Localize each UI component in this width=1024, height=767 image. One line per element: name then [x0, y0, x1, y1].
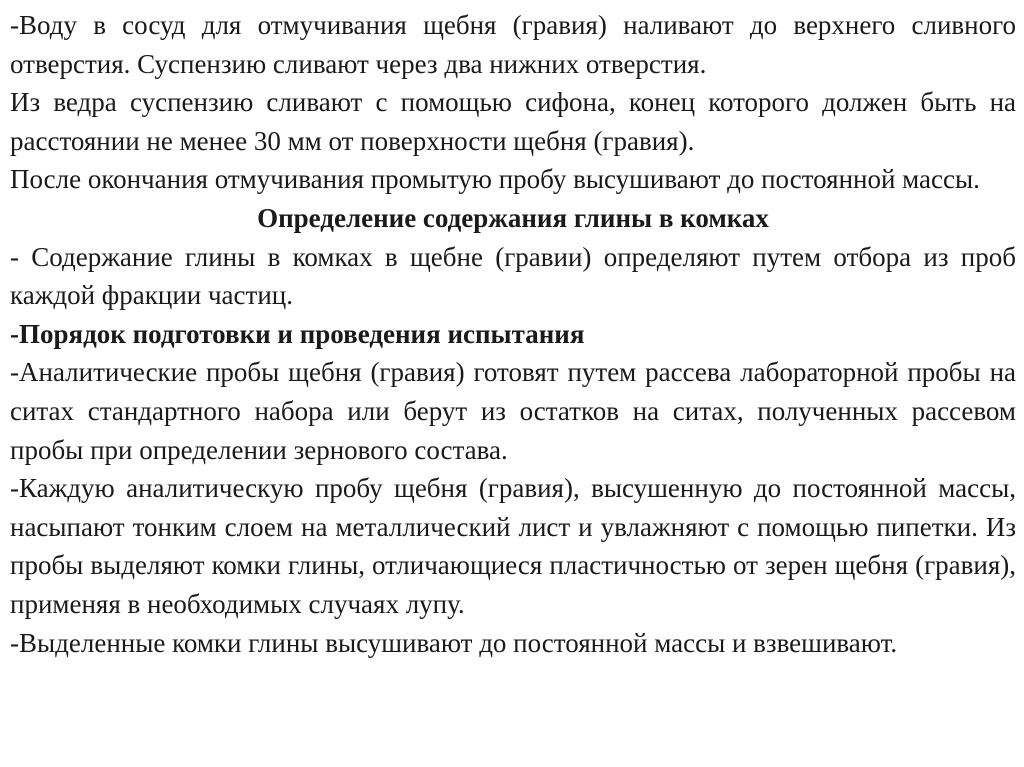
paragraph-drying: После окончания отмучивания промытую пробу высушивают до постоянной массы.: [10, 164, 980, 195]
section-heading: Определение содержания глины в комках: [257, 202, 769, 233]
paragraph-clay-separation: -Каждую аналитическую пробу щебня (гравия), высушенную до постоянной массы, насыпают тонким слоем на металлический лист и увлажняют с помощью пипетки. Из пробы выделяют комки глины, отличающиеся пластичностью от зерен щебня (гравия), применяя в необходимых случаях лупу.: [10, 473, 1016, 619]
paragraph-siphon: Из ведра суспензию сливают с помощью сифона, конец которого должен быть на расстоянии не менее 30 мм от поверхности щебня (гравия).: [10, 87, 1016, 156]
paragraph-weighing: -Выделенные комки глины высушивают до постоянной массы и взвешивают.: [10, 627, 898, 658]
paragraph-water-filling: -Воду в сосуд для отмучивания щебня (гравия) наливают до верхнего сливного отверстия. Суспензию сливают через два нижних отверстия.: [10, 10, 1016, 79]
paragraph-clay-content: - Содержание глины в комках в щебне (гравии) определяют путем отбора из проб каждой фракции частиц.: [10, 241, 1016, 311]
paragraph-sample-preparation: -Аналитические пробы щебня (гравия) готовят путем рассева лабораторной пробы на ситах стандартного набора или берут из остатков на ситах, полученных рассевом пробы при определении зернового состава.: [10, 357, 1016, 465]
procedure-heading: -Порядок подготовки и проведения испытания: [10, 318, 585, 349]
document-body: [10, 6, 1016, 662]
